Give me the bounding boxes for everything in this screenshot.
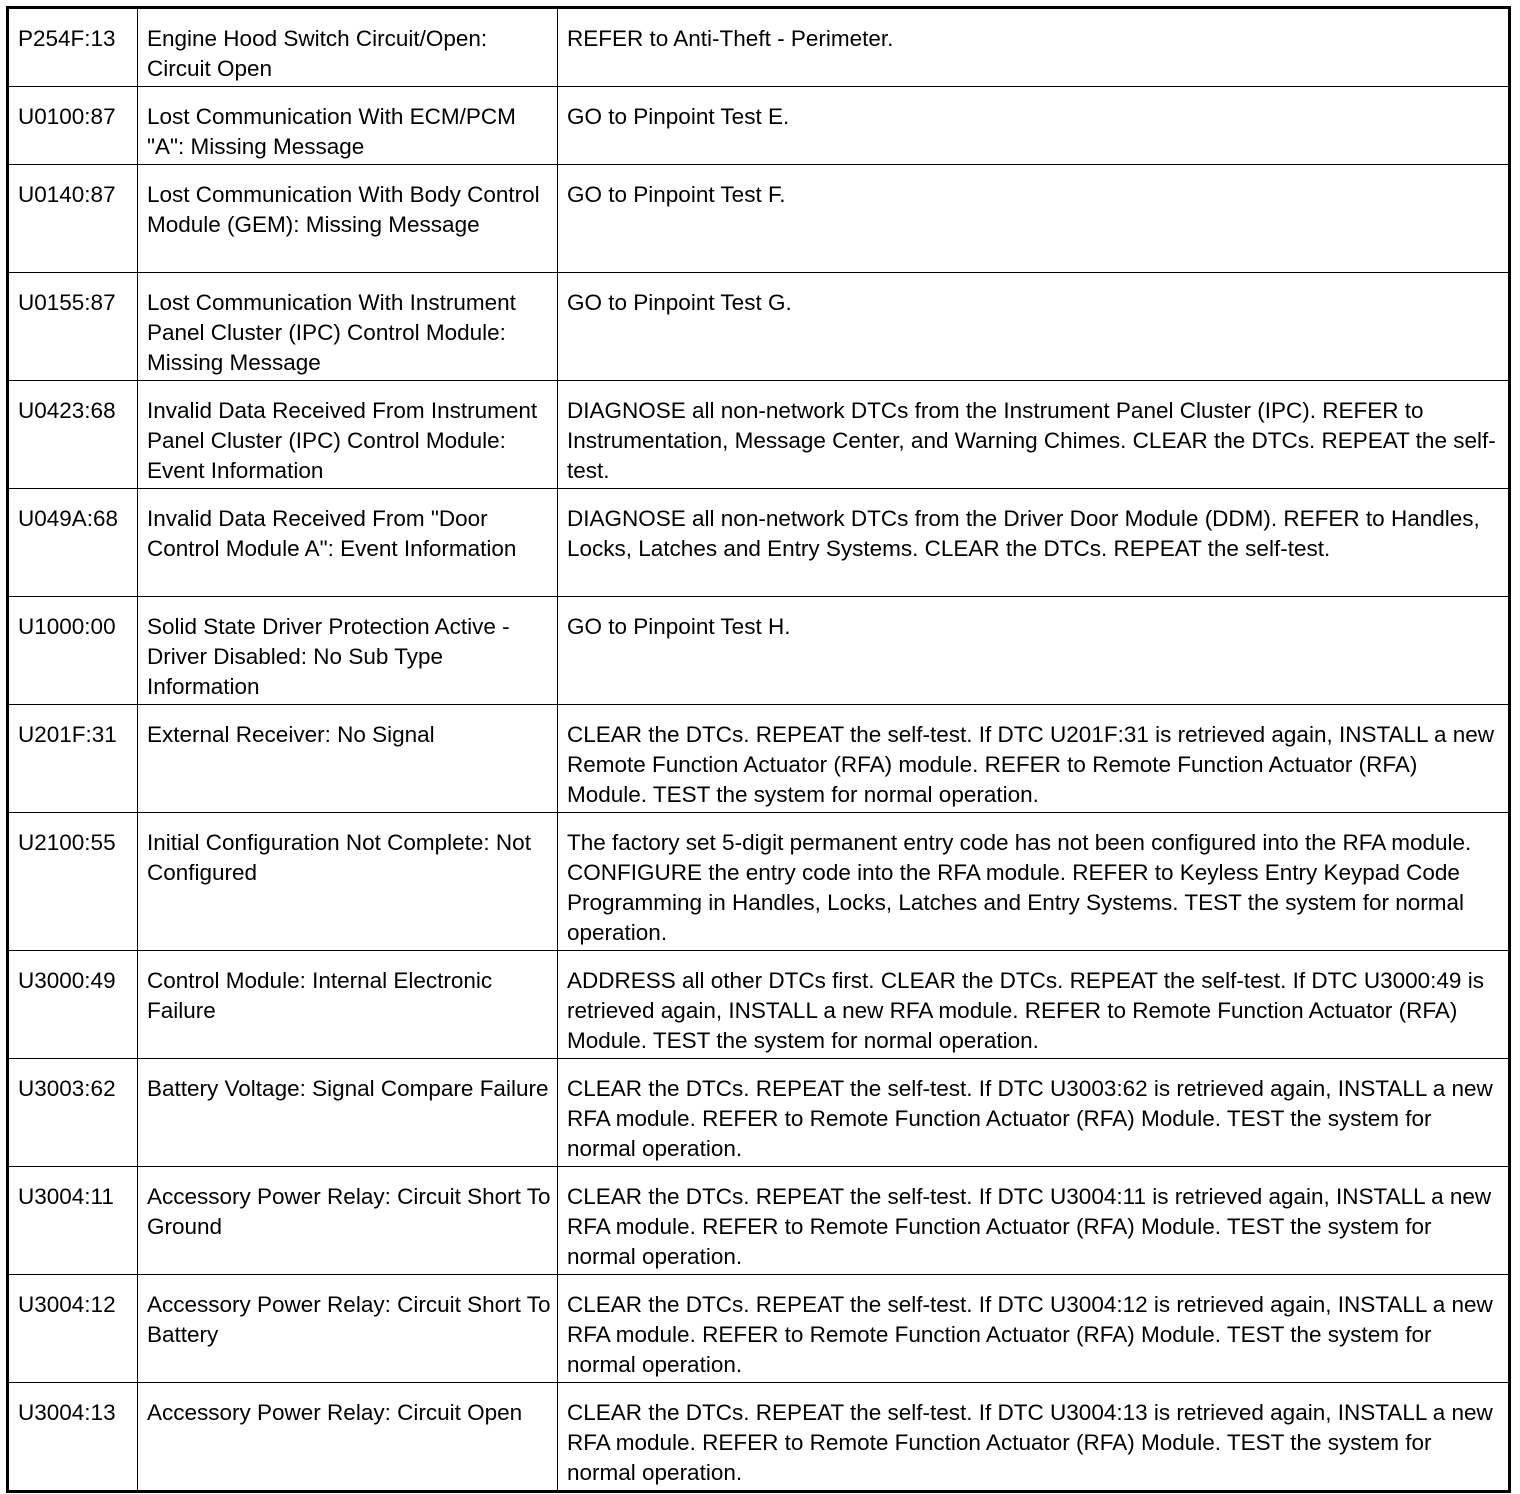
dtc-action-cell: DIAGNOSE all non-network DTCs from the Driver Door Module (DDM). REFER to Handles, Locks, Latches and Entry Systems. CLEAR the DTCs. REPEAT the self-test. [558, 489, 1510, 597]
dtc-description-cell: Control Module: Internal Electronic Failure [138, 951, 558, 1059]
table-row [8, 813, 1510, 951]
dtc-code-cell: U3004:11 [8, 1167, 138, 1275]
dtc-code-cell: U0155:87 [8, 273, 138, 381]
dtc-action-cell: GO to Pinpoint Test G. [558, 273, 1510, 381]
dtc-code-cell: U0100:87 [8, 87, 138, 165]
dtc-code-cell: P254F:13 [8, 8, 138, 87]
table-row [8, 87, 1510, 165]
dtc-action-cell: CLEAR the DTCs. REPEAT the self-test. If DTC U3004:11 is retrieved again, INSTALL a new RFA module. REFER to Remote Function Actuator (RFA) Module. TEST the system for normal operation. [558, 1167, 1510, 1275]
dtc-code-cell: U0423:68 [8, 381, 138, 489]
table-row [8, 165, 1510, 273]
table-row [8, 381, 1510, 489]
dtc-action-cell: GO to Pinpoint Test H. [558, 597, 1510, 705]
table-row [8, 489, 1510, 597]
dtc-action-cell: ADDRESS all other DTCs first. CLEAR the DTCs. REPEAT the self-test. If DTC U3000:49 is retrieved again, INSTALL a new RFA module. REFER to Remote Function Actuator (RFA) Module. TEST the system for normal operation. [558, 951, 1510, 1059]
dtc-description-cell: Accessory Power Relay: Circuit Short To Ground [138, 1167, 558, 1275]
table-row [8, 705, 1510, 813]
dtc-description-cell: Lost Communication With Instrument Panel Cluster (IPC) Control Module: Missing Message [138, 273, 558, 381]
table-row [8, 597, 1510, 705]
dtc-action-cell: GO to Pinpoint Test F. [558, 165, 1510, 273]
table-row [8, 8, 1510, 87]
dtc-action-cell: CLEAR the DTCs. REPEAT the self-test. If DTC U3004:12 is retrieved again, INSTALL a new RFA module. REFER to Remote Function Actuator (RFA) Module. TEST the system for normal operation. [558, 1275, 1510, 1383]
table-row [8, 1383, 1510, 1492]
dtc-table [6, 6, 1511, 1493]
dtc-description-cell: Initial Configuration Not Complete: Not Configured [138, 813, 558, 951]
table-row [8, 951, 1510, 1059]
dtc-description-cell: Invalid Data Received From Instrument Panel Cluster (IPC) Control Module: Event Information [138, 381, 558, 489]
table-row [8, 1167, 1510, 1275]
dtc-description-cell: Engine Hood Switch Circuit/Open: Circuit Open [138, 8, 558, 87]
dtc-action-cell: DIAGNOSE all non-network DTCs from the Instrument Panel Cluster (IPC). REFER to Instrumentation, Message Center, and Warning Chimes. CLEAR the DTCs. REPEAT the self-test. [558, 381, 1510, 489]
table-row [8, 1275, 1510, 1383]
dtc-description-cell: Battery Voltage: Signal Compare Failure [138, 1059, 558, 1167]
dtc-code-cell: U201F:31 [8, 705, 138, 813]
dtc-action-cell: CLEAR the DTCs. REPEAT the self-test. If DTC U3004:13 is retrieved again, INSTALL a new RFA module. REFER to Remote Function Actuator (RFA) Module. TEST the system for normal operation. [558, 1383, 1510, 1492]
dtc-code-cell: U3004:13 [8, 1383, 138, 1492]
dtc-action-cell: CLEAR the DTCs. REPEAT the self-test. If DTC U3003:62 is retrieved again, INSTALL a new RFA module. REFER to Remote Function Actuator (RFA) Module. TEST the system for normal operation. [558, 1059, 1510, 1167]
dtc-description-cell: External Receiver: No Signal [138, 705, 558, 813]
dtc-description-cell: Solid State Driver Protection Active - Driver Disabled: No Sub Type Information [138, 597, 558, 705]
dtc-description-cell: Accessory Power Relay: Circuit Open [138, 1383, 558, 1492]
dtc-code-cell: U3003:62 [8, 1059, 138, 1167]
table-row [8, 273, 1510, 381]
dtc-code-cell: U3004:12 [8, 1275, 138, 1383]
table-row [8, 1059, 1510, 1167]
dtc-action-cell: GO to Pinpoint Test E. [558, 87, 1510, 165]
dtc-action-cell: CLEAR the DTCs. REPEAT the self-test. If DTC U201F:31 is retrieved again, INSTALL a new Remote Function Actuator (RFA) module. REFER to Remote Function Actuator (RFA) Module. TEST the system for normal operation. [558, 705, 1510, 813]
dtc-description-cell: Invalid Data Received From "Door Control Module A": Event Information [138, 489, 558, 597]
dtc-code-cell: U3000:49 [8, 951, 138, 1059]
dtc-description-cell: Lost Communication With ECM/PCM "A": Missing Message [138, 87, 558, 165]
dtc-code-cell: U0140:87 [8, 165, 138, 273]
dtc-code-cell: U1000:00 [8, 597, 138, 705]
dtc-code-cell: U049A:68 [8, 489, 138, 597]
dtc-action-cell: The factory set 5-digit permanent entry code has not been configured into the RFA module. CONFIGURE the entry code into the RFA module. REFER to Keyless Entry Keypad Code Programming in Handles, Locks, Latches and Entry Systems. TEST the system for normal operation. [558, 813, 1510, 951]
dtc-code-cell: U2100:55 [8, 813, 138, 951]
dtc-description-cell: Accessory Power Relay: Circuit Short To Battery [138, 1275, 558, 1383]
dtc-action-cell: REFER to Anti-Theft - Perimeter. [558, 8, 1510, 87]
dtc-description-cell: Lost Communication With Body Control Module (GEM): Missing Message [138, 165, 558, 273]
